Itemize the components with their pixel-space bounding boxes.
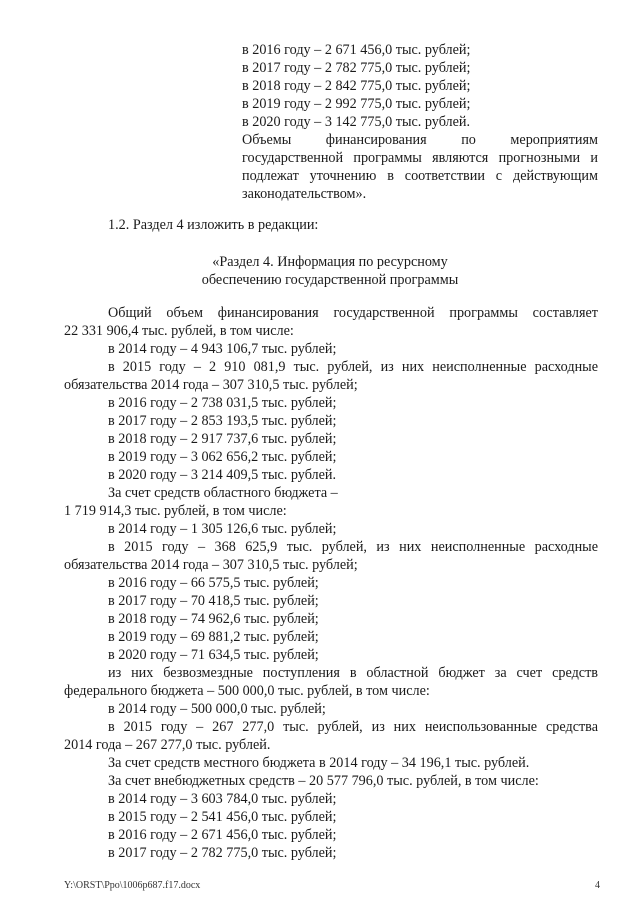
body-line: в 2018 году – 2 917 737,6 тыс. рублей; [108, 431, 337, 447]
footer-file-path: Y:\ORST\Ppo\1006p687.f17.docx [64, 880, 201, 891]
body-line: в 2015 году – 2 910 081,9 тыс. рублей, из них неисполненные расходные [108, 359, 598, 375]
body-line: в 2017 году – 70 418,5 тыс. рублей; [108, 593, 319, 609]
item-heading: 1.2. Раздел 4 изложить в редакции: [108, 217, 319, 233]
body-line: в 2020 году – 71 634,5 тыс. рублей; [108, 647, 319, 663]
body-line: в 2018 году – 74 962,6 тыс. рублей; [108, 611, 319, 627]
note-line-4: законодательством». [242, 186, 367, 202]
body-line: из них безвозмездные поступления в областной бюджет за счет средств [108, 665, 598, 681]
body-line: в 2019 году – 69 881,2 тыс. рублей; [108, 629, 319, 645]
body-line: 1 719 914,3 тыс. рублей, в том числе: [64, 503, 287, 519]
body-line: в 2015 году – 2 541 456,0 тыс. рублей; [108, 809, 337, 825]
body-line: в 2014 году – 3 603 784,0 тыс. рублей; [108, 791, 337, 807]
body-line: За счет внебюджетных средств – 20 577 796,0 тыс. рублей, в том числе: [108, 773, 539, 789]
body-line: За счет средств местного бюджета в 2014 году – 34 196,1 тыс. рублей. [108, 755, 530, 771]
body-line: федерального бюджета – 500 000,0 тыс. рублей, в том числе: [64, 683, 430, 699]
funding-line-2017: в 2017 году – 2 782 775,0 тыс. рублей; [242, 60, 471, 76]
funding-line-2019: в 2019 году – 2 992 775,0 тыс. рублей; [242, 96, 471, 112]
body-line: 22 331 906,4 тыс. рублей, в том числе: [64, 323, 294, 339]
body-line: 2014 года – 267 277,0 тыс. рублей. [64, 737, 271, 753]
body-line: обязательства 2014 года – 307 310,5 тыс. рублей; [64, 557, 358, 573]
note-line-3: подлежат уточнению в соответствии с действующим [242, 168, 598, 184]
body-line: в 2017 году – 2 782 775,0 тыс. рублей; [108, 845, 337, 861]
body-line: в 2017 году – 2 853 193,5 тыс. рублей; [108, 413, 337, 429]
footer-page-number: 4 [595, 880, 600, 891]
body-line: в 2014 году – 1 305 126,6 тыс. рублей; [108, 521, 337, 537]
funding-line-2018: в 2018 году – 2 842 775,0 тыс. рублей; [242, 78, 471, 94]
body-line: в 2020 году – 3 214 409,5 тыс. рублей. [108, 467, 337, 483]
body-line: Общий объем финансирования государственной программы составляет [108, 305, 598, 321]
section-title-line-1: «Раздел 4. Информация по ресурсному [212, 254, 448, 270]
body-line: в 2015 году – 368 625,9 тыс. рублей, из них неисполненные расходные [108, 539, 598, 555]
note-line-2: государственной программы являются прогнозными и [242, 150, 598, 166]
funding-line-2020: в 2020 году – 3 142 775,0 тыс. рублей. [242, 114, 471, 130]
section-title-line-2: обеспечению государственной программы [201, 272, 459, 288]
body-line: в 2019 году – 3 062 656,2 тыс. рублей; [108, 449, 337, 465]
funding-line-2016: в 2016 году – 2 671 456,0 тыс. рублей; [242, 42, 471, 58]
body-line: За счет средств областного бюджета – [108, 485, 338, 501]
body-line: обязательства 2014 года – 307 310,5 тыс. рублей; [64, 377, 358, 393]
body-line: в 2014 году – 4 943 106,7 тыс. рублей; [108, 341, 337, 357]
body-line: в 2016 году – 2 738 031,5 тыс. рублей; [108, 395, 337, 411]
body-line: в 2014 году – 500 000,0 тыс. рублей; [108, 701, 326, 717]
body-line: в 2015 году – 267 277,0 тыс. рублей, из них неиспользованные средства [108, 719, 598, 735]
body-line: в 2016 году – 2 671 456,0 тыс. рублей; [108, 827, 337, 843]
note-line-1: Объемы финансирования по мероприятиям [242, 132, 598, 148]
body-line: в 2016 году – 66 575,5 тыс. рублей; [108, 575, 319, 591]
